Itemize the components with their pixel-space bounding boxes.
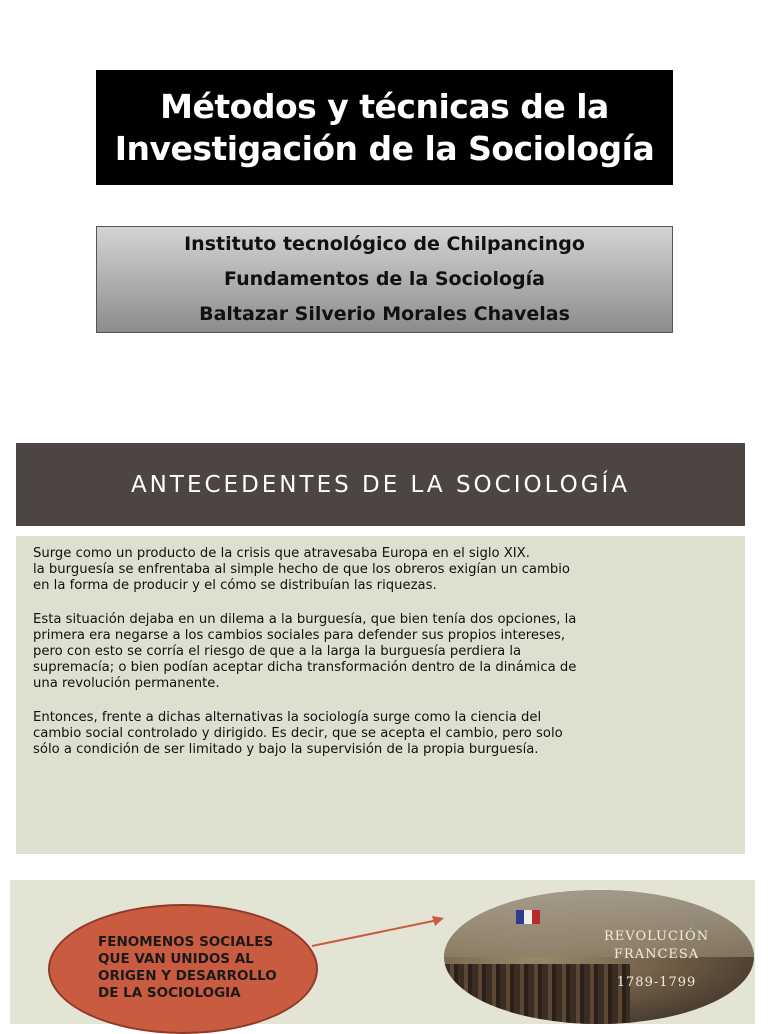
- diagram-panel: [10, 880, 755, 1024]
- text-line: supremacía; o bien podían aceptar dicha transformación dentro de la dinámica de: [33, 660, 577, 675]
- oval-text-line: QUE VAN UNIDOS AL: [98, 951, 254, 967]
- paragraph-2: [33, 612, 733, 692]
- painting-years: 1789-1799: [616, 975, 697, 990]
- text-line: la burguesía se enfrentaba al simple hecho de que los obreros exigían un cambio: [33, 562, 570, 577]
- section-heading: ANTECEDENTES DE LA SOCIOLOGÍA: [130, 471, 631, 498]
- painting-title-2: FRANCESA: [613, 947, 700, 962]
- painting-crowd: [444, 964, 630, 1024]
- text-line: primera era negarse a los cambios sociales para defender sus propios intereses,: [33, 628, 566, 643]
- text-line: cambio social controlado y dirigido. Es decir, que se acepta el cambio, pero solo: [33, 726, 563, 741]
- text-line: una revolución permanente.: [33, 676, 220, 691]
- oval-text-line: FENOMENOS SOCIALES: [98, 934, 274, 950]
- flag-icon: [516, 910, 540, 924]
- slide-title-box: [96, 70, 673, 185]
- french-revolution-image: [444, 890, 754, 1024]
- oval-text-line: DE LA SOCIOLOGIA: [98, 985, 241, 1001]
- author-text: Baltazar Silverio Morales Chavelas: [199, 303, 570, 325]
- text-line: sólo a condición de ser limitado y bajo la supervisión de la propia burguesía.: [33, 742, 539, 757]
- text-line: Surge como un producto de la crisis que atravesaba Europa en el siglo XIX.: [33, 546, 530, 561]
- painting-caption: [604, 928, 709, 992]
- connector-arrow-icon: [310, 910, 450, 950]
- paragraph-1: [33, 546, 733, 594]
- text-line: Entonces, frente a dichas alternativas la sociología surge como la ciencia del: [33, 710, 542, 725]
- section-banner: [16, 443, 745, 526]
- text-line: pero con esto se corría el riesgo de que a la larga la burguesía perdiera la: [33, 644, 522, 659]
- course-text: Fundamentos de la Sociología: [224, 268, 545, 290]
- painting-title-1: REVOLUCIÓN: [604, 929, 710, 944]
- institution-text: Instituto tecnológico de Chilpancingo: [184, 233, 585, 255]
- oval-text-line: ORIGEN Y DESARROLLO: [98, 968, 277, 984]
- phenomena-oval: [48, 904, 318, 1034]
- title-line-1: Métodos y técnicas de la: [160, 86, 609, 126]
- body-text-panel: [16, 536, 745, 854]
- text-line: en la forma de producir y el cómo se distribuían las riquezas.: [33, 578, 437, 593]
- title-line-2: Investigación de la Sociología: [114, 128, 655, 168]
- paragraph-3: [33, 710, 733, 758]
- text-line: Esta situación dejaba en un dilema a la burguesía, que bien tenía dos opciones, la: [33, 612, 577, 627]
- author-info-box: [96, 226, 673, 333]
